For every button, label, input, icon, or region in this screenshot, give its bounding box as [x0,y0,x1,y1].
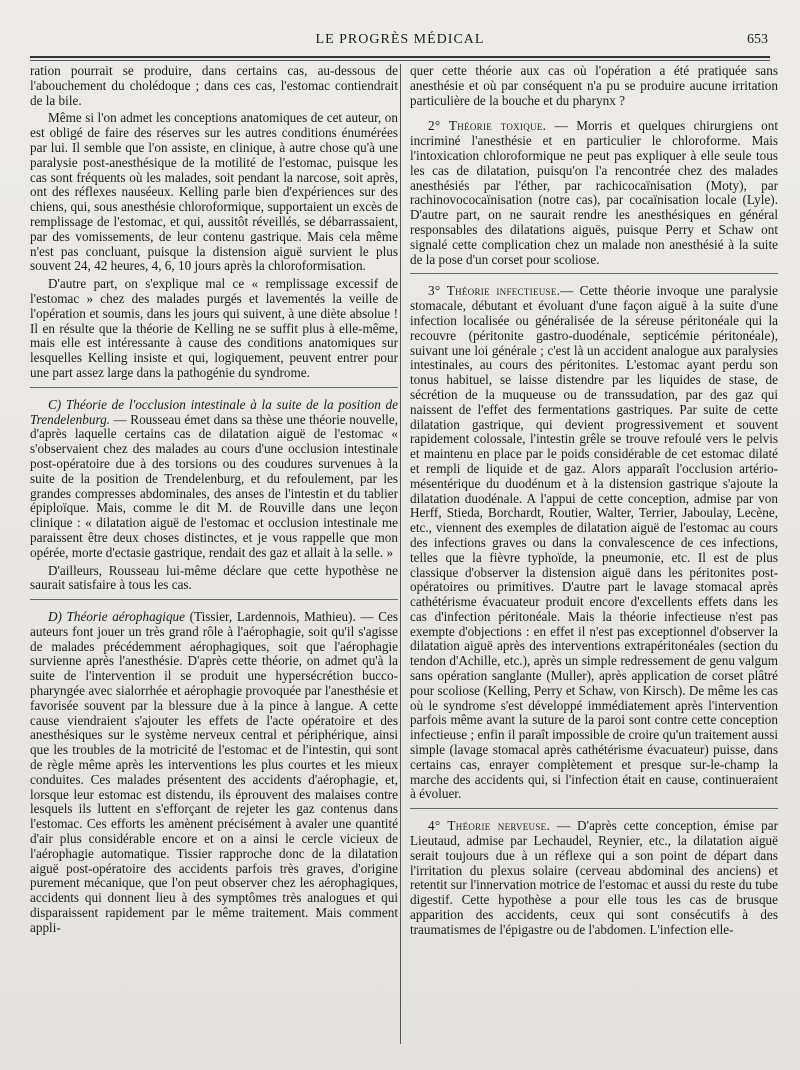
section-heading: 3° Théorie infectieuse. [428,283,561,299]
right-column [410,64,778,941]
paragraph-body: — Cette théorie invoque une paralysie stomacale, débutant et évoluant d'une façon aiguë à la suite d'une infection localisée ou généralisée de la séreuse péritonéale qui la recouvre (péritonite gastro-duodénale, septicémie péritonéale), suivant une loi générale ; c'est là un accident analogue aux paralysies intestinales, au cours des péritonites. L'estomac ayant perdu son tonus habituel, se laisse distendre par les liquides de stase, de sécrétion de la muqueuse ou de transsudation, par des gaz qui naissent de l'effet des fermentations gastriques. Par suite de cette dilatation gastrique, qui devient progressivement et souvent rapidement colossale, l'intestin grêle se trouve refoulé vers le pelvis et maintenu en place par le poids considérable de cet estomac dilaté et rempli de liquide et de gaz. Alors apparaît l'occlusion artério-mésentérique du duodénum et à la distension gastrique s'ajoute la dilatation duodénale. A l'appui de cette conception, admise par von Herff, Stieda, Borchardt, Routier, Walter, Terrier, Jaboulay, Lecène, etc., viennent des exemples de dilatation aiguë de l'estomac au cours des infections graves ou dans la convalescence de ces infections, telles que la fièvre typhoïde, la pneumonie, etc. Il est de plus classique d'observer la distension aiguë dans les péritonites post-opératoires ou primitives. D'autre part le lavage stomacal après cathétérisme évacuateur produit encore d'excellents effets dans les cas d'infection péritonéale. Mais la théorie infectieuse n'est pas exempte d'objections : en effet il n'est pas exceptionnel d'observer la dilatation aiguë après des interventions extrapéritonéales (section du tendon d'Achille, etc.), après un simple redressement de genu valgum sans opération sanglante (Muller), après application de corset plâtré pour scoliose (Kelling, Perry et Schaw, von Kirsch). De même les cas où le syndrome s'est développé immédiatement après l'intervention parfois même avant la suture de la paroi sont contre cette conception infectieuse ; enfin il paraît impossible de croire qu'un traitement aussi simple (lavage stomacal après cathétérisme évacuateur) puisse, dans certains cas, enrayer complètement et presque sur-le-champ la marche des accidents qui, si l'infection était en cause, continueraient à évoluer. [410,283,778,802]
page-header [24,30,776,52]
paragraph-body: — Morris et quelques chirurgiens ont incriminé l'anesthésie et en particulier le chloroforme. Mais l'intoxication chloroformique ne peut pas expliquer à elle seule tous les cas de dilatation, puisqu'on l'a rencontrée chez des malades anesthésiés par l'éther, par rachicocaïnisation (Moty), par rachinovococaïnisation (notre cas), par cocaïnisation locale (Lyle). D'autre part, on ne saurait rendre les anesthésiques en général responsables des dilatations aiguës, puisque Perry et Schaw ont signalé cette complication chez un malade non anesthésié à la suite de la pose d'un corset pour scoliose. [410,118,778,267]
paragraph: D'ailleurs, Rousseau lui-même déclare que cette hypothèse ne saurait satisfaire à tous les cas. [30,562,398,593]
paragraph-body: — Rousseau émet dans sa thèse une théorie nouvelle, d'après laquelle certains cas de dilatation aiguë de l'estomac « s'observaient chez des malades au cours d'une occlusion intestinale post-opératoire due à des torsions ou des coudures survenues à la suite de la position de Trendelenburg, et du refoulement, par les grandes compresses abdominales, des anses de l'intestin et du tablier épiploïque. Mais, comme le dit M. de Rouville dans une leçon clinique : « dilatation aiguë de l'estomac et occlusion intestinale me paraissent être deux choses distinctes, et je vous rappelle que mon opérée, morte d'ectasie gastrique, rendait des gaz et allait à la selle. » [30,411,398,560]
section-heading: D) Théorie aérophagique [48,609,185,625]
section-heading: C) Théorie de l'occlusion intestinale à la suite de la position de Trendelenburg. [30,396,398,427]
paragraph: quer cette théorie aux cas où l'opération a été pratiquée sans anesthésie et où par conséquent n'a pu se produire aucune irritation particulière de la bouche et du pharynx ? [410,63,778,108]
paragraph-body: — D'après cette conception, émise par Lieutaud, admise par Lechaudel, Reynier, etc., la dilatation aiguë serait toujours due à un réflexe qui a son point de départ dans l'irritation du plexus solaire (cerveau abdominal des anciens) et retentit sur l'innervation motrice de l'estomac et aussi du reste du tube digestif. Cette hypothèse a pour elle tous les cas de brusque apparition des accidents, ceux qui sont consécutifs à des traumatismes de l'épigastre ou de l'abdomen. L'infection elle- [410,818,778,937]
section-divider [410,808,778,809]
paragraph [410,119,778,267]
paragraph [410,284,778,802]
header-rule [30,56,770,61]
page-number: 653 [747,32,768,47]
section-divider [30,387,398,388]
left-column [30,64,398,939]
paragraph: Même si l'on admet les conceptions anatomiques de cet auteur, on est obligé de faire des réserves sur les autres conditions énumérées par lui. Il semble que l'on assiste, en clinique, à autre chose qu'à une paralysie post-anesthésique de la motilité de l'estomac, puisque les cas sont fréquents où les malades, soit pendant la narcose, soit après, ont des réflexes nauséeux. Kelling parle bien d'expériences sur des chiens, qui, sous anesthésie chloroformique, supportaient un excès de remplissage de l'estomac, et qui, aussitôt réveillés, se débarrassaient, par des vomissements, de leur contenu gastrique. Mais cela même n'est pas concluant, puisque la distension aiguë survient le plus souvent 24, 42 heures, 4, 6, 10 jours après la chloroformisation. [30,110,398,274]
paragraph: ration pourrait se produire, dans certains cas, au-dessous de l'abouchement du cholédoque ; dans ces cas, l'estomac contiendrait de la bile. [30,63,398,108]
section-divider [30,599,398,600]
section-divider [410,273,778,274]
paragraph [30,610,398,936]
paragraph [410,819,778,937]
running-title: LE PROGRÈS MÉDICAL [315,32,485,47]
paragraph [30,398,398,561]
column-divider [400,64,401,1044]
paragraph: D'autre part, on s'explique mal ce « remplissage excessif de l'estomac » chez des malades purgés et lavementés la veille de l'opération et soumis, dans les jours qui suivent, à une diète absolue ! Il en résulte que la théorie de Kelling ne se suffit plus à elle-même, mais elle est intéressante à cause des conditions anatomiques sur lesquelles Kelling insiste et qui, logiquement, peuvent entrer pour une part assez large dans la pathogénie du syndrome. [30,276,398,380]
paragraph-body: (Tissier, Lardennois, Mathieu). — Ces auteurs font jouer un très grand rôle à l'aérophagie, soit qu'il s'agisse de malades précédemment aérophagiques, soit que l'aérophagie survienne après l'anesthésie. D'après cette théorie, on admet qu'à la suite de l'intervention il se produit une hypersécrétion bucco-pharyngée avec sialorrhée et aérophagie provoquée par l'anesthésie et favorisée souvent par la blessure due à la pince à langue. A cette cause viendraient s'ajouter les effets de l'acte opératoire et des anesthésiques sur le système nerveux central et périphérique, ainsi que les troubles de la motricité de l'estomac et de l'intestin, qui sont de règle même après les interventions les plus courtes et les mieux conduites. Ces malades présentent des accidents d'aérophagie, et, lorsque leur estomac est distendu, ils éprouvent des malaises contre lesquels ils luttent en s'efforçant de rejeter les gaz contenus dans l'estomac. Ces efforts les amènent précisément à avaler une quantité d'air plus considérable encore et on a ainsi le cercle vicieux de l'aérophagie automatique. Tissier rapproche donc de la dilatation aiguë post-opératoire des accidents parfois très graves, d'origine purement mécanique, que l'on peut observer chez les aérophagiques, accidents qui donnent lieu à des symptômes très analogues et qui disparaissent rapidement par le même traitement. Mais comment appli- [30,609,398,935]
section-heading: 2° Théorie toxique. [428,118,547,134]
section-heading: 4° Théorie nerveuse. [428,818,551,834]
